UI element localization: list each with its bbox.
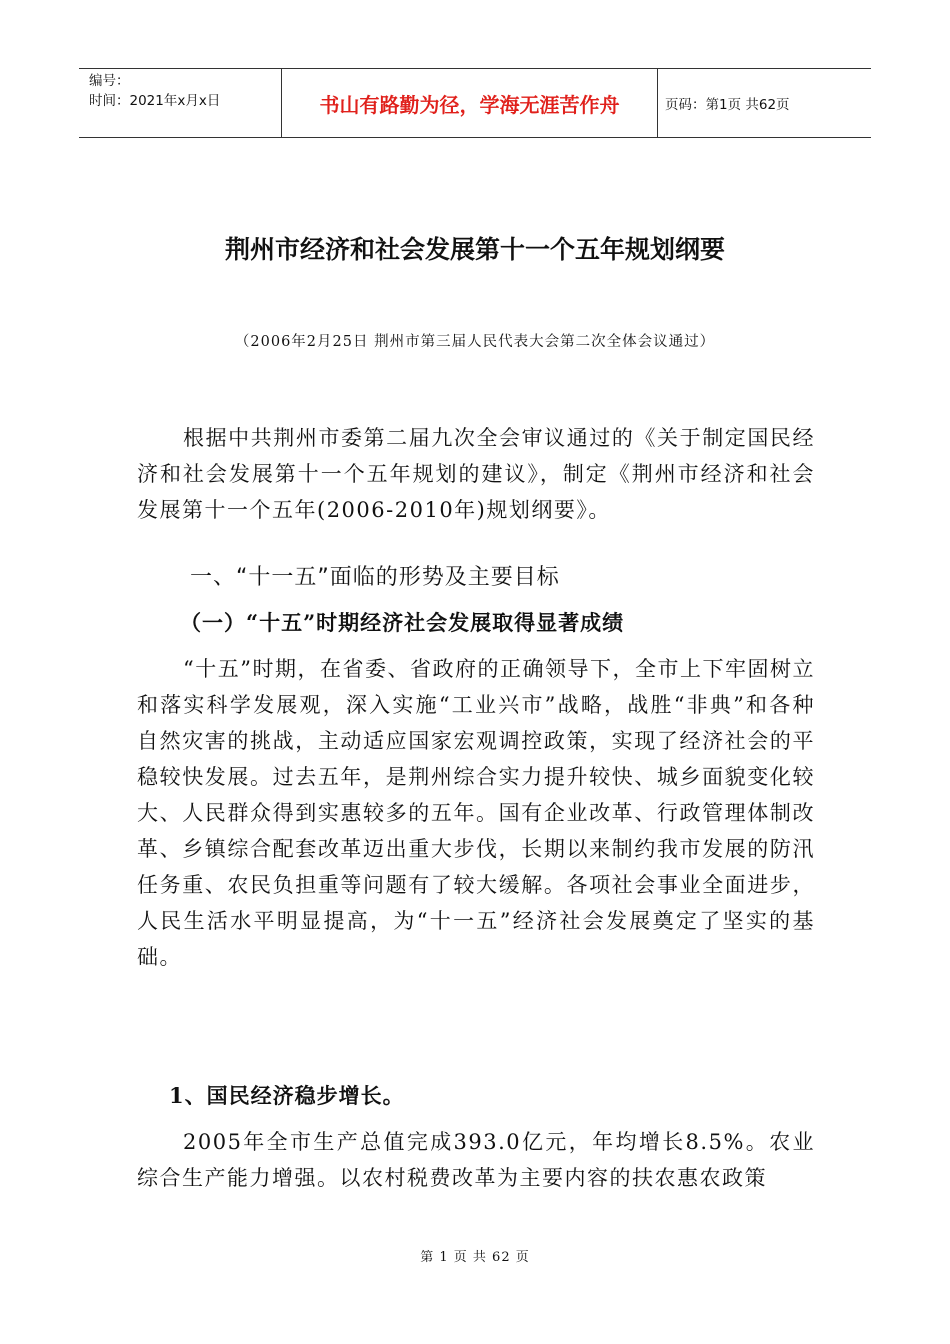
header-divider — [657, 69, 658, 137]
number-label: 编号： — [89, 73, 130, 89]
header-meta — [79, 69, 281, 137]
header-motto: 书山有路勤为径，学海无涯苦作舟 — [319, 92, 620, 117]
page-footer: 第 1 页 共 62 页 — [420, 1250, 530, 1265]
document-title: 荆州市经济和社会发展第十一个五年规划纲要 — [224, 235, 725, 264]
item-heading: 1、国民经济稳步增长。 — [169, 1083, 405, 1108]
document-subtitle: （2006年2月25日 荆州市第三届人民代表大会第二次全体会议通过） — [234, 334, 716, 350]
intro-paragraph: 根据中共荆州市委第二届九次全会审议通过的《关于制定国民经济和社会发展第十一个五年规划的建议》，制定《荆州市经济和社会发展第十一个五年(2006-2010年)规划纲要》。 — [137, 426, 815, 522]
subsection-heading: （一）“十五”时期经济社会发展取得显著成绩 — [180, 610, 625, 635]
date-label: 时间：2021年x月x日 — [89, 93, 221, 109]
body-paragraph: 2005年全市生产总值完成393.0亿元，年均增长8.5%。农业综合生产能力增强。以农村税费改革为主要内容的扶农惠农政策 — [137, 1130, 815, 1190]
header-page-info: 页码：第1页 共62页 — [665, 97, 790, 113]
body-paragraph: “十五”时期，在省委、省政府的正确领导下，全市上下牢固树立和落实科学发展观，深入实施“工业兴市”战略，战胜“非典”和各种自然灾害的挑战，主动适应国家宏观调控政策，实现了经济社会的平稳较快发展。过去五年，是荆州综合实力提升较快、城乡面貌变化较大、人民群众得到实惠较多的五年。国有企业改革、行政管理体制改革、乡镇综合配套改革迈出重大步伐，长期以来制约我市发展的防汛任务重、农民负担重等问题有了较大缓解。各项社会事业全面进步，人民生活水平明显提高，为“十一五”经济社会发展奠定了坚实的基础。 — [137, 657, 815, 969]
section-heading: 一、“十一五”面临的形势及主要目标 — [190, 565, 560, 590]
page-header — [79, 68, 871, 138]
